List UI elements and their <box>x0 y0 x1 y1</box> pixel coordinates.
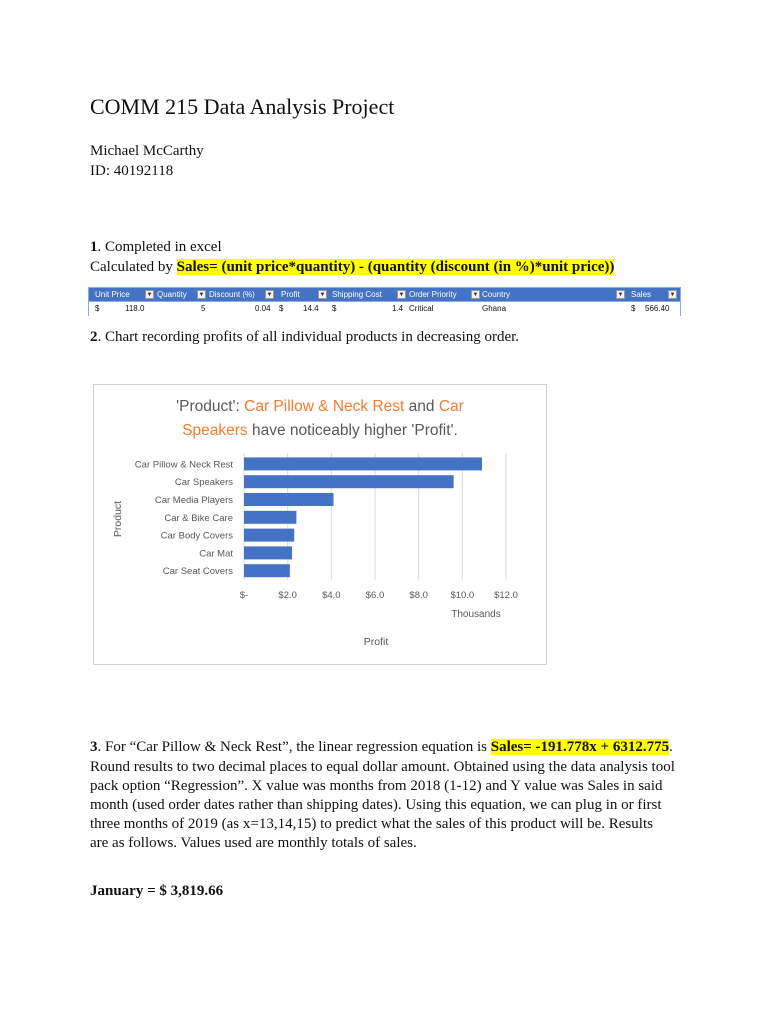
section-3-heading <box>90 737 673 757</box>
y-axis-title: Product <box>112 500 124 538</box>
cell-unit-price-symbol: $ <box>95 304 100 313</box>
student-id: ID: 40192118 <box>90 163 174 179</box>
section-2-text: . Chart recording profits of all individual products in decreasing order. <box>97 329 520 345</box>
bar <box>244 564 290 577</box>
x-tick-label: $12.0 <box>494 590 518 601</box>
bar <box>244 475 454 488</box>
x-tick-label: $- <box>239 590 249 601</box>
author-name: Michael McCarthy <box>90 143 204 159</box>
cell-shipping-cost: 1.4 <box>392 304 404 313</box>
x-tick-label: $2.0 <box>278 590 297 601</box>
cell-unit-price: 118.0 <box>125 304 145 313</box>
x-unit-label: Thousands <box>451 609 501 620</box>
section-3-line: three months of 2019 (as x=13,14,15) to predict what the sales of this product will be. Results <box>90 816 653 832</box>
chart-title-highlight: Car Pillow & Neck Rest <box>244 398 405 415</box>
calc-prefix: Calculated by <box>90 259 177 275</box>
section-3-line: month (used order dates rather than shipping dates). Using this equation, we can plug in or first <box>90 797 662 813</box>
filter-dropdown-icon[interactable]: ▼ <box>617 292 624 298</box>
section-2-heading <box>90 327 519 347</box>
january-result <box>90 881 223 901</box>
chart-title-highlight: Car <box>438 398 464 415</box>
cell-quantity: 5 <box>201 304 206 313</box>
filter-dropdown-icon[interactable]: ▼ <box>146 292 153 298</box>
section-1-calculation <box>90 257 614 277</box>
x-tick-label: $6.0 <box>365 590 385 601</box>
category-label: Car Body Covers <box>160 530 233 542</box>
excel-data-row <box>89 301 680 316</box>
filter-dropdown-icon[interactable]: ▼ <box>398 292 405 298</box>
cell-sales: 566.40 <box>645 304 670 313</box>
header-unit-price: Unit Price <box>95 290 130 299</box>
chart-title-text: and <box>404 398 439 415</box>
header-shipping-cost: Shipping Cost <box>332 290 382 299</box>
filter-dropdown-icon[interactable]: ▼ <box>266 292 273 298</box>
x-tick-label: $10.0 <box>450 590 475 601</box>
bar <box>244 493 334 506</box>
january-sales: January = $ 3,819.66 <box>90 883 224 899</box>
category-label: Car Mat <box>199 548 233 560</box>
section-1-heading <box>90 237 222 257</box>
excel-table <box>88 287 681 316</box>
cell-profit-symbol: $ <box>279 304 284 313</box>
section-3-line: pack option “Regression”. X value was months from 2018 (1-12) and Y value was Sales in said <box>90 778 663 794</box>
header-order-priority: Order Priority <box>409 290 457 299</box>
section-3-line: are as follows. Values used are monthly totals of sales. <box>90 835 417 851</box>
excel-header-row <box>89 288 680 301</box>
cell-order-priority: Critical <box>409 304 434 313</box>
header-sales: Sales <box>631 290 652 299</box>
category-label: Car Pillow & Neck Rest <box>134 459 233 471</box>
section-3-period: . <box>669 739 673 755</box>
document-title: COMM 215 Data Analysis Project <box>90 94 395 119</box>
section-1-text: . Completed in excel <box>97 239 222 255</box>
header-discount: Discount (%) <box>209 290 255 299</box>
cell-profit: 14.4 <box>303 304 319 313</box>
section-3-line: Round results to two decimal places to equal dollar amount. Obtained using the data analysis tool <box>90 759 675 775</box>
filter-dropdown-icon[interactable]: ▼ <box>472 292 479 298</box>
category-label: Car Seat Covers <box>162 566 233 578</box>
x-tick-label: $8.0 <box>409 590 428 601</box>
filter-dropdown-icon[interactable]: ▼ <box>669 292 676 298</box>
chart-plot <box>94 385 546 664</box>
category-label: Car Media Players <box>154 495 233 506</box>
cell-discount: 0.04 <box>255 304 271 313</box>
x-tick-label: $4.0 <box>322 590 341 601</box>
regression-equation: Sales= -191.778x + 6312.775 <box>490 739 670 755</box>
chart-title-text: have noticeably higher 'Profit'. <box>247 422 458 439</box>
header-quantity: Quantity <box>157 290 187 299</box>
bar <box>244 511 296 524</box>
profit-chart <box>93 384 547 665</box>
cell-shipping-symbol: $ <box>332 304 337 313</box>
category-label: Car & Bike Care <box>164 512 233 524</box>
section-2-number: 2 <box>90 329 98 345</box>
sales-formula: Sales= (unit price*quantity) - (quantity (discount (in %)*unit price)) <box>176 259 615 275</box>
filter-dropdown-icon[interactable]: ▼ <box>198 292 205 298</box>
filter-dropdown-icon[interactable]: ▼ <box>319 292 326 298</box>
chart-title-text: 'Product': <box>176 398 245 415</box>
bar <box>244 546 292 559</box>
category-label: Car Speakers <box>174 477 233 489</box>
bar <box>244 457 482 470</box>
section-3-number: 3 <box>90 739 98 755</box>
header-country: Country <box>482 290 511 299</box>
header-profit: Profit <box>281 290 300 299</box>
section-3-text: . For “Car Pillow & Neck Rest”, the linear regression equation is <box>97 739 491 755</box>
section-1-number: 1 <box>90 239 98 255</box>
bar <box>244 529 294 542</box>
cell-sales-symbol: $ <box>631 304 636 313</box>
x-axis-title: Profit <box>363 636 389 648</box>
cell-country: Ghana <box>482 304 507 313</box>
chart-title-highlight: Speakers <box>182 422 248 439</box>
